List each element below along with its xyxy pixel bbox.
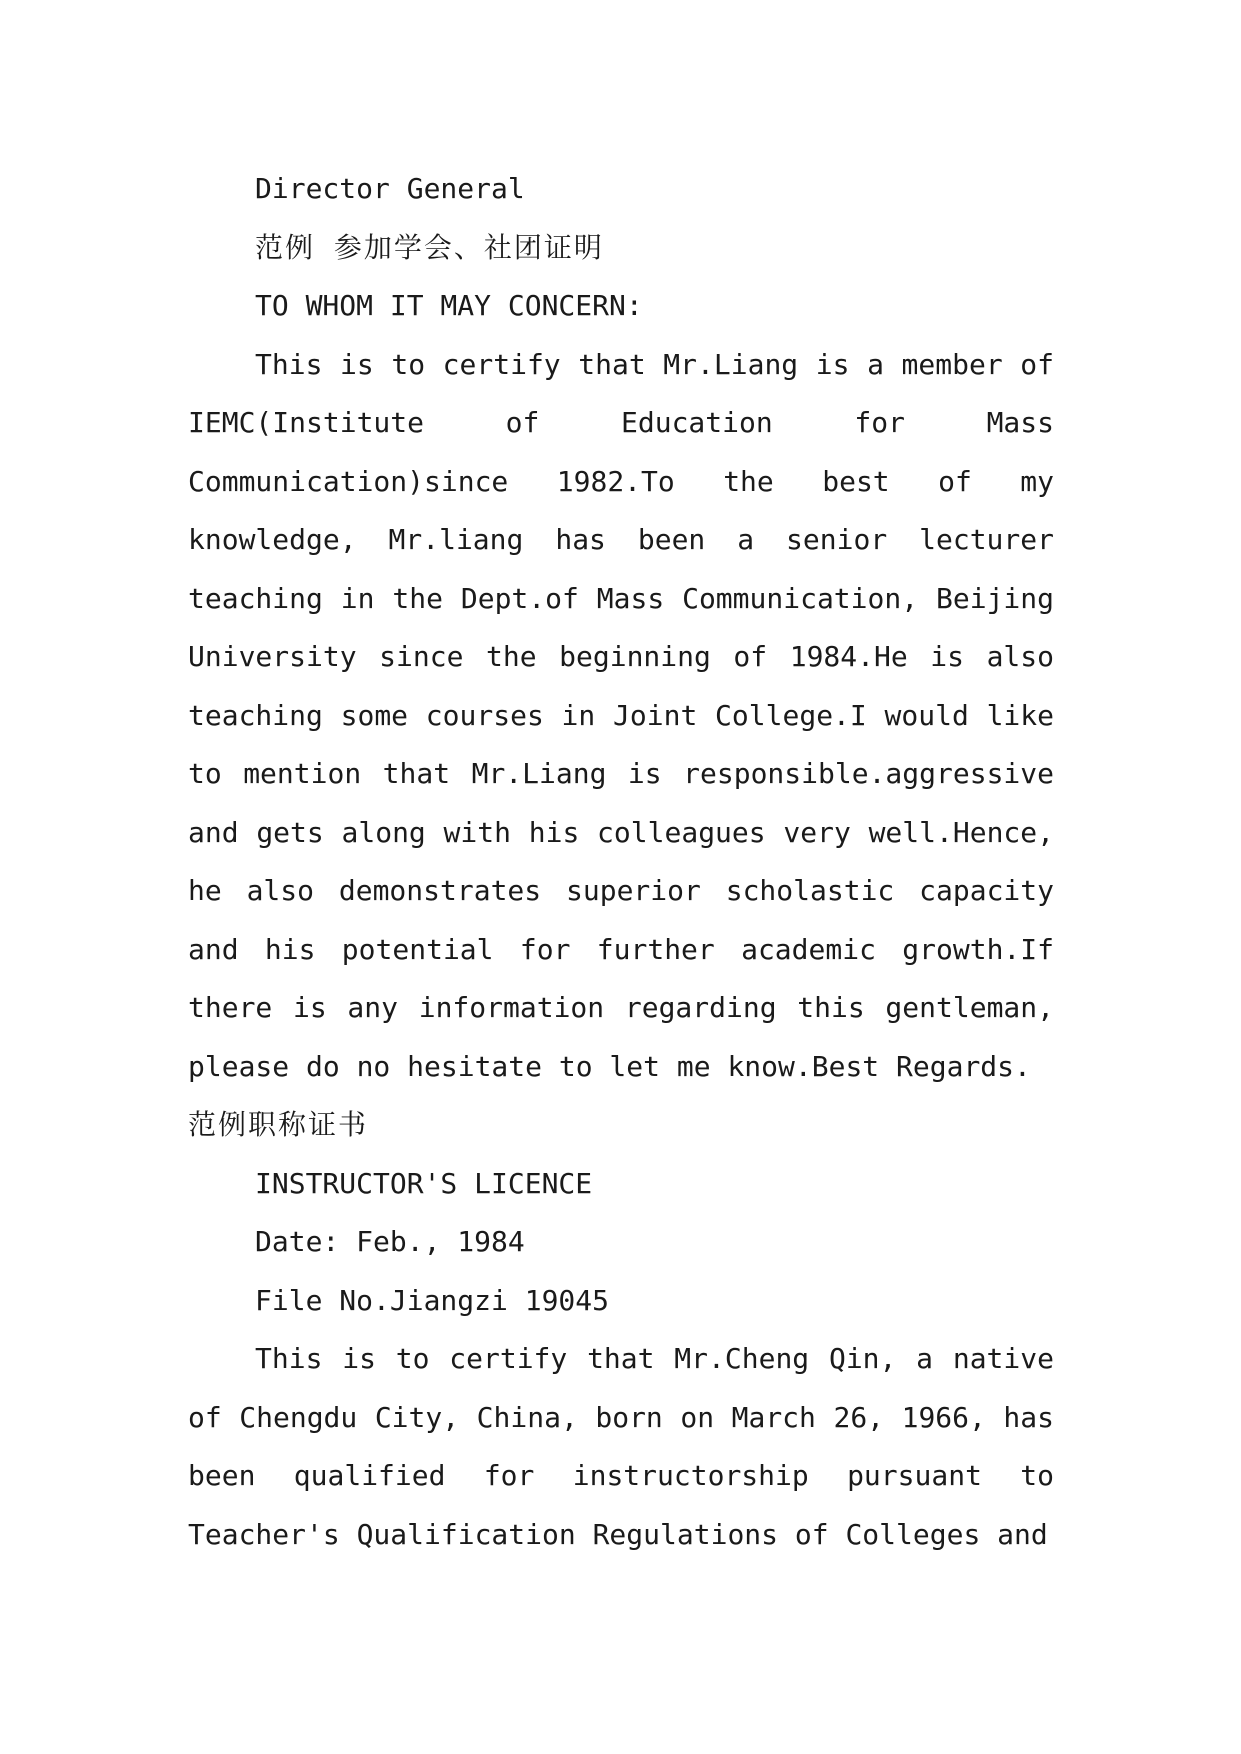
salutation: TO WHOM IT MAY CONCERN: xyxy=(255,289,643,322)
document-page xyxy=(188,160,1054,1564)
licence-file-number: File No.Jiangzi 19045 xyxy=(255,1283,610,1317)
licence-date: Date: Feb., 1984 xyxy=(255,1225,525,1258)
membership-certificate-body: This is to certify that Mr.Liang is a member of IEMC(Institute of Education for Mass Communication)since 1982.To the best of my knowledge, Mr.liang has been a senior lecturer teaching in the Dept.of Mass Communication, Beijing University since the beginning of 1984.He is also teaching some courses in Joint College.I would like to mention that Mr.Liang is responsible.aggressive and gets along with his colleagues very well.Hence, he also demonstrates superior scholastic capacity and his potential for further academic growth.If there is any information regarding this gentleman, please do no hesitate to let me know.Best Regards. xyxy=(188,347,1054,1083)
licence-title: INSTRUCTOR'S LICENCE xyxy=(255,1166,593,1200)
licence-certificate-body: This is to certify that Mr.Cheng Qin, a native of Chengdu City, China, born on March 26, 1966, has been qualified for instructorship pursuant to Teacher's Qualification Regulations of Colleges and xyxy=(188,1342,1054,1551)
example-heading-title-certificate: 范例职称证书 xyxy=(188,1108,369,1141)
example-heading-membership: 范例 参加学会、社团证明 xyxy=(255,230,604,264)
signature-title: Director General xyxy=(255,172,525,205)
